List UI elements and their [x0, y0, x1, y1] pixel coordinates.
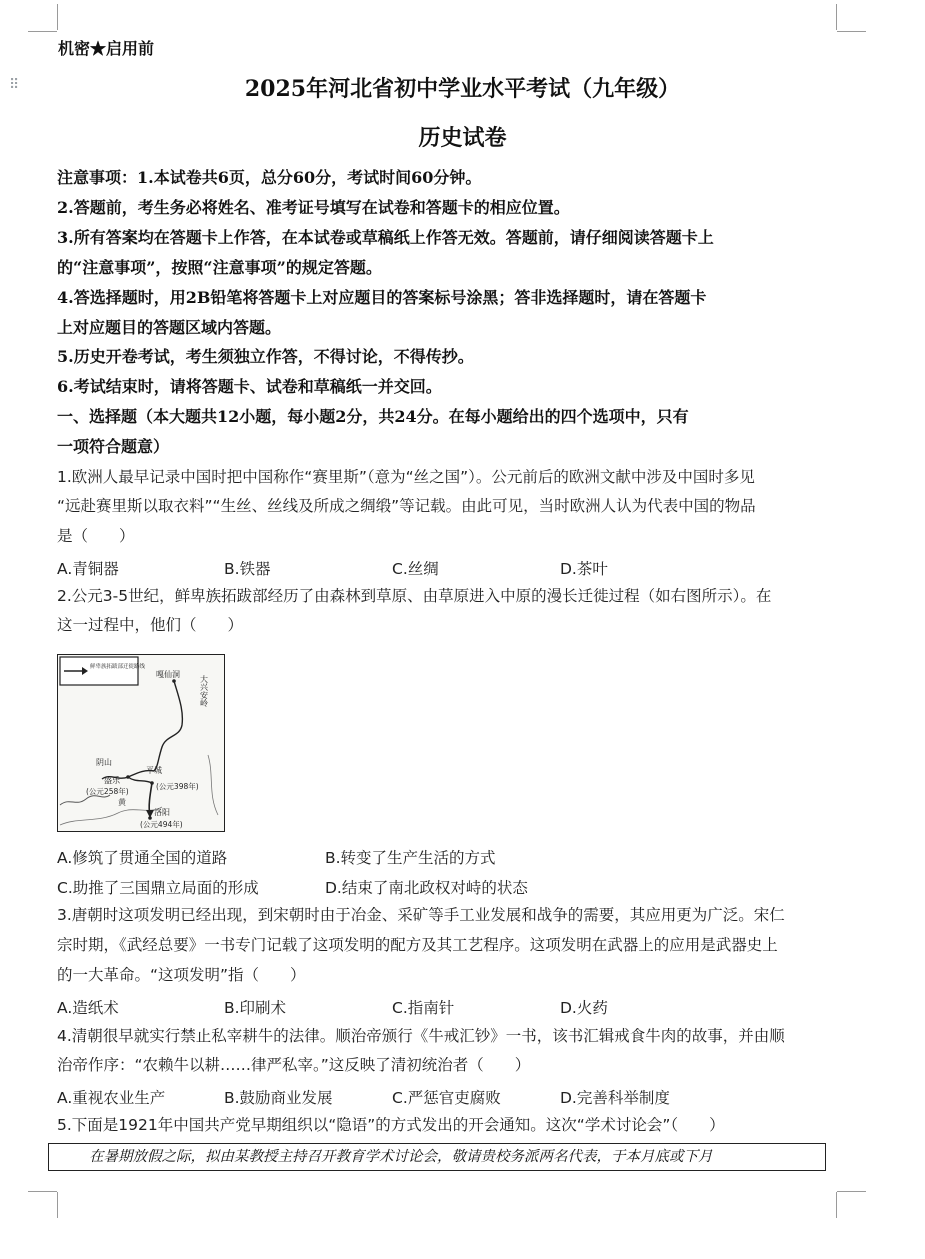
question-2-line: 这一过程中，他们（ ） — [57, 616, 244, 634]
confidential-label: 机密★启用前 — [58, 39, 155, 58]
crop-mark-bottom-right-v — [836, 1192, 837, 1218]
crop-mark-top-right-v — [836, 4, 837, 30]
question-3-line: 3.唐朝时这项发明已经出现，到宋朝时由于冶金、采矿等手工业发展和战争的需要，其应用更为广泛。宋仁 — [57, 906, 785, 924]
map-legend-text: 鲜卑族拓跋部迁徙路线 — [90, 664, 146, 670]
route-forest-segment — [154, 681, 182, 771]
label-luoyang-year: (公元494年) — [140, 820, 183, 829]
label-gaxian: 嘎仙洞 — [156, 670, 180, 679]
migration-map — [57, 654, 225, 832]
question-3-line: 的一大革命。“这项发明”指（ ） — [57, 966, 306, 984]
q3-option-a[interactable]: A.造纸术 — [57, 999, 119, 1017]
crop-mark-top-left-v — [57, 4, 58, 30]
map-coast-east — [208, 755, 218, 815]
note-line: 3.所有答案均在答题卡上作答，在本试卷或草稿纸上作答无效。答题前，请仔细阅读答题卡上 — [57, 228, 714, 247]
label-shengle: 盛乐 — [104, 776, 120, 785]
gaxian-marker — [172, 679, 176, 683]
shengle-marker — [126, 775, 130, 779]
question-1-line: “远赴赛里斯以取衣料”“生丝、丝线及所成之绸缎”等记载。由此可见，当时欧洲人认为代表中国的物品 — [57, 497, 756, 515]
q4-option-d[interactable]: D.完善科举制度 — [560, 1089, 670, 1107]
question-2-line: 2.公元3-5世纪，鲜卑族拓跋部经历了由森林到草原、由草原进入中原的漫长迁徙过程（如右图所示）。在 — [57, 587, 772, 605]
crop-mark-bottom-right-h — [837, 1191, 866, 1192]
q2-option-a[interactable]: A.修筑了贯通全国的道路 — [57, 849, 228, 867]
note-line: 注意事项：1.本试卷共6页，总分60分，考试时间60分钟。 — [57, 168, 482, 187]
note-line: 6.考试结束时，请将答题卡、试卷和草稿纸一并交回。 — [57, 377, 442, 396]
route-pingcheng-segment — [128, 777, 152, 783]
q1-option-b[interactable]: B.铁器 — [224, 560, 271, 578]
q2-option-c[interactable]: C.助推了三国鼎立局面的形成 — [57, 879, 259, 897]
question-4-line: 治帝作序：“农赖牛以耕……律严私宰。”这反映了清初统治者（ ） — [57, 1056, 531, 1074]
crop-mark-top-left-h — [28, 31, 57, 32]
q3-option-c[interactable]: C.指南针 — [392, 999, 455, 1017]
note-line: 的“注意事项”，按照“注意事项”的规定答题。 — [57, 258, 382, 277]
question-4-line: 4.清朝很早就实行禁止私宰耕牛的法律。顺治帝颁行《牛戒汇钞》一书，该书汇辑戒食牛肉的故事，并由顺 — [57, 1027, 785, 1045]
label-river: 黄 — [118, 798, 126, 807]
label-luoyang: 洛阳 — [154, 808, 170, 817]
q3-option-b[interactable]: B.印刷术 — [224, 999, 287, 1017]
q1-option-c[interactable]: C.丝绸 — [392, 560, 439, 578]
note-line: 2.答题前，考生务必将姓名、准考证号填写在试卷和答题卡的相应位置。 — [57, 198, 570, 217]
label-shengle-year: (公元258年) — [86, 787, 129, 796]
exam-title: 2025年河北省初中学业水平考试（九年级） — [244, 76, 681, 102]
exam-subtitle: 历史试卷 — [418, 125, 507, 151]
q4-option-b[interactable]: B.鼓励商业发展 — [224, 1089, 333, 1107]
q3-option-d[interactable]: D.火药 — [560, 999, 608, 1017]
meeting-notice-box: 在暑期放假之际，拟由某教授主持召开教育学术讨论会，敬请贵校务派两名代表，于本月底或下月 — [48, 1143, 826, 1171]
question-3-line: 宗时期，《武经总要》一书专门记载了这项发明的配方及其工艺程序。这项发明在武器上的应用是武器史上 — [57, 936, 778, 954]
q2-option-b[interactable]: B.转变了生产生活的方式 — [325, 849, 496, 867]
question-5-line: 5.下面是1921年中国共产党早期组织以“隐语”的方式发出的开会通知。这次“学术讨论会”（ ） — [57, 1116, 725, 1134]
crop-mark-top-right-h — [837, 31, 866, 32]
note-line: 5.历史开卷考试，考生须独立作答，不得讨论，不得传抄。 — [57, 347, 474, 366]
drag-handle-icon[interactable]: ⠿ — [9, 77, 19, 93]
question-1-line: 是（ ） — [57, 527, 135, 545]
map-river — [60, 795, 110, 805]
note-line: 4.答选择题时，用2B铅笔将答题卡上对应题目的答案标号涂黑；答非选择题时，请在答题卡 — [57, 288, 707, 307]
question-1-line: 1.欧洲人最早记录中国时把中国称作“赛里斯”（意为“丝之国”）。公元前后的欧洲文献中涉及中国时多见 — [57, 468, 755, 486]
crop-mark-bottom-left-v — [57, 1192, 58, 1218]
label-yinshan: 阴山 — [96, 758, 112, 767]
q4-option-a[interactable]: A.重视农业生产 — [57, 1089, 166, 1107]
label-daxinganling: 大兴安岭 — [199, 675, 209, 707]
note-line: 上对应题目的答题区域内答题。 — [57, 318, 282, 337]
section-heading: 一、选择题（本大题共12小题，每小题2分，共24分。在每小题给出的四个选项中，只有 — [57, 407, 689, 426]
q1-option-a[interactable]: A.青铜器 — [57, 560, 119, 578]
section-heading-cont: 一项符合题意） — [57, 437, 170, 456]
q4-option-c[interactable]: C.严惩官吏腐败 — [392, 1089, 501, 1107]
label-pingcheng: 平城 — [146, 766, 162, 775]
label-pingcheng-year: (公元398年) — [156, 782, 199, 791]
crop-mark-bottom-left-h — [28, 1191, 57, 1192]
q1-option-d[interactable]: D.茶叶 — [560, 560, 608, 578]
pingcheng-marker — [150, 781, 154, 785]
q2-option-d[interactable]: D.结束了南北政权对峙的状态 — [325, 879, 528, 897]
